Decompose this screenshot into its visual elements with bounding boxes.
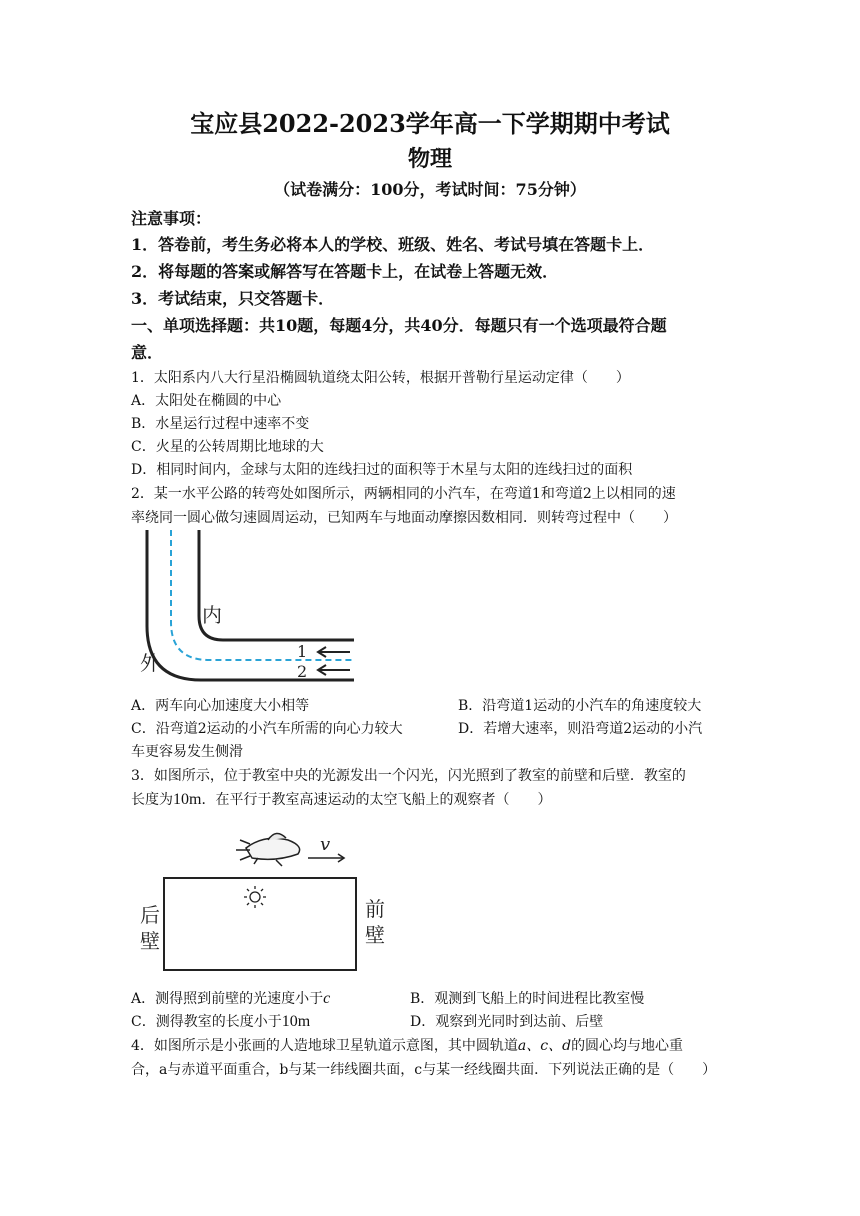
light-source-icon [244,886,266,908]
subject-title: 物理 [407,146,452,172]
q2-stem: 2．某一水平公路的转弯处如图所示，两辆相同的小汽车，在弯道1和弯道2上以相同的速 [131,486,676,502]
back-wall-label-2: 壁 [140,929,160,953]
road-curve-figure [130,528,370,690]
q3-option-d: D．观察到光同时到达前、后壁 [410,1014,604,1030]
notes-heading: 注意事项： [131,209,212,228]
q2-option-d: D．若增大速率，则沿弯道2运动的小汽 [458,721,703,737]
exam-info: （试卷满分：100分，考试时间：75分钟） [274,180,586,199]
back-wall-label: 后 [140,903,160,927]
velocity-label: v [320,834,331,855]
q4-stem: 4．如图所示是小张画的人造地球卫星轨道示意图，其中圆轨道a、c、d的圆心均与地心重 [131,1038,684,1054]
arrow-lane-2-icon [318,665,350,675]
q1-stem: 1．太阳系内八大行星沿椭圆轨道绕太阳公转，根据开普勒行星运动定律（ ） [131,370,630,386]
q2-option-b: B．沿弯道1运动的小汽车的角速度较大 [458,698,702,714]
q3-option-a: A．测得照到前壁的光速度小于c [131,990,331,1007]
classroom-figure [136,820,396,980]
inner-label: 内 [202,603,222,627]
q1-option-c: C．火星的公转周期比地球的大 [131,439,324,455]
q1-option-b: B．水星运行过程中速率不变 [131,416,310,432]
section-heading-cont: 意． [131,343,164,362]
spaceship-icon [236,833,300,866]
note-item: 3．考试结束，只交答题卡． [131,289,335,308]
section-heading: 一、单项选择题：共10题，每题4分，共40分．每题只有一个选项最符合题 [131,316,667,335]
q2-option-d-cont: 车更容易发生侧滑 [131,744,243,760]
front-wall-label: 前 [365,897,385,921]
front-wall-label-2: 壁 [365,923,385,947]
lane-1-label: 1 [297,642,308,661]
note-item: 2．将每题的答案或解答写在答题卡上，在试卷上答题无效． [131,262,559,281]
q2-stem-cont: 率绕同一圆心做匀速圆周运动，已知两车与地面动摩擦因数相同．则转弯过程中（ ） [131,510,677,526]
q3-stem-cont: 长度为10m．在平行于教室高速运动的太空飞船上的观察者（ ） [131,791,552,808]
q3-option-b: B．观测到飞船上的时间进程比教室慢 [410,991,645,1007]
q3-stem: 3．如图所示，位于教室中央的光源发出一个闪光，闪光照到了教室的前壁和后壁．教室的 [131,768,686,784]
note-item: 1．答卷前，考生务必将本人的学校、班级、姓名、考试号填在答题卡上． [131,235,655,254]
q1-option-a: A．太阳处在椭圆的中心 [131,393,282,409]
outer-label: 外 [140,651,160,675]
q4-stem-cont: 合，a与赤道平面重合，b与某一纬线圈共面，c与某一经线圈共面．下列说法正确的是（ ） [131,1062,717,1078]
q2-option-a: A．两车向心加速度大小相等 [131,698,310,714]
lane-2-label: 2 [297,662,308,681]
arrow-lane-1-icon [318,647,350,657]
q3-option-c: C．测得教室的长度小于10m [131,1013,311,1030]
q1-option-d: D．相同时间内，金球与太阳的连线扫过的面积等于木星与太阳的连线扫过的面积 [131,462,633,478]
q2-option-c: C．沿弯道2运动的小汽车所需的向心力较大 [131,721,403,737]
page-title: 宝应县2022-2023学年高一下学期期中考试 [190,109,670,138]
velocity-arrow-icon [308,854,344,862]
